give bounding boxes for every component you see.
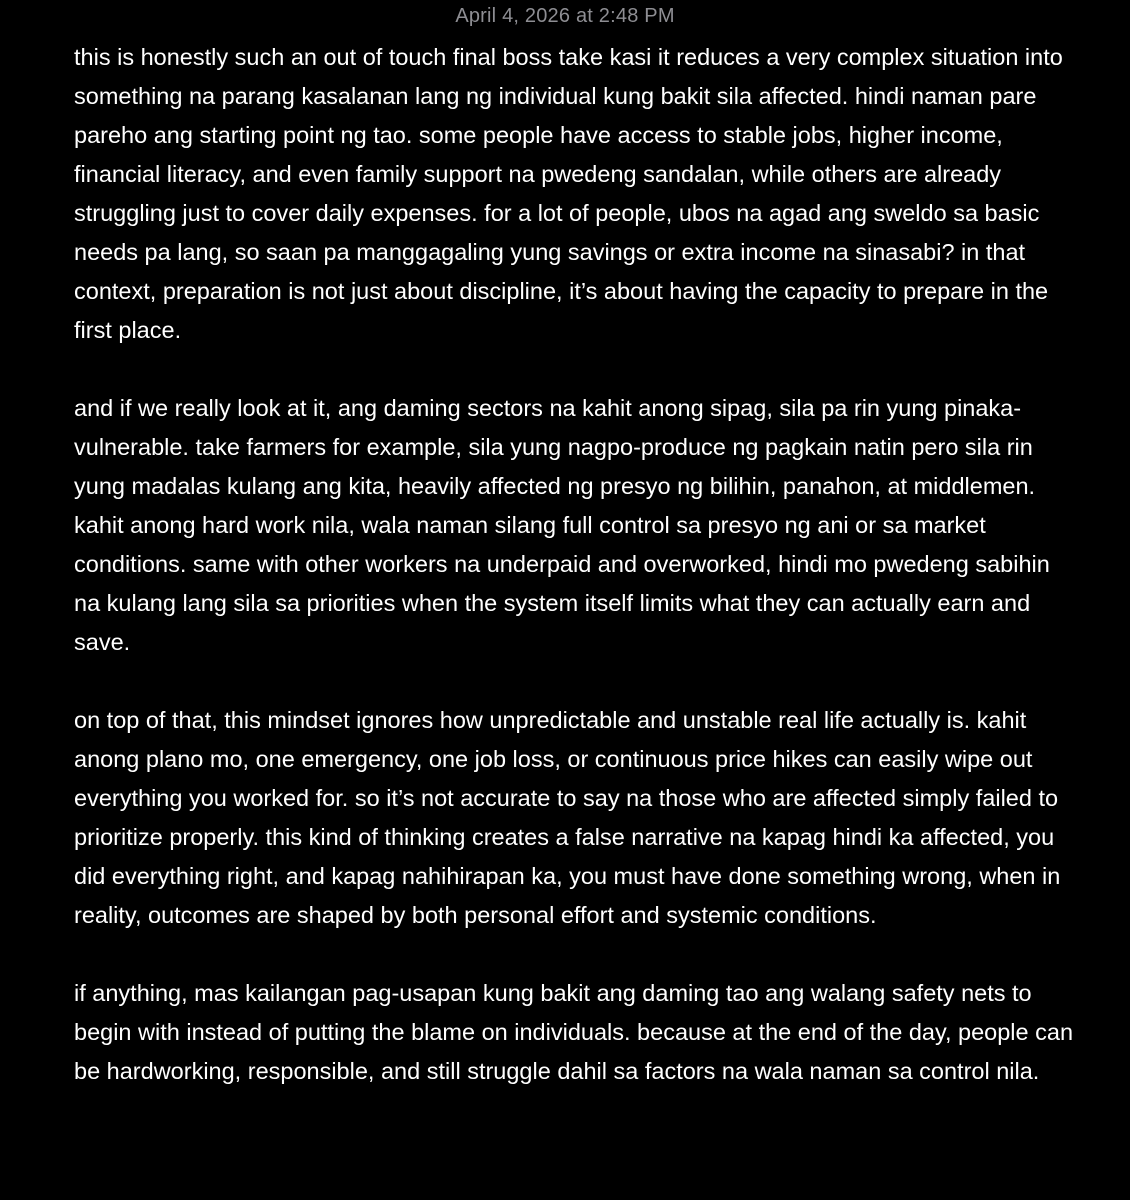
note-paragraph-2[interactable]: and if we really look at it, ang daming sectors na kahit anong sipag, sila pa rin yung pinaka-vulnerable. take farmers for example, sila yung nagpo-produce ng pagkain natin pero sila rin yung madalas kulang ang kita, heavily affected ng presyo ng bilihin, panahon, at middlemen. kahit anong hard work nila, wala naman silang full control sa presyo ng ani or sa market conditions. same with other workers na underpaid and overworked, hindi mo pwedeng sabihin na kulang lang sila sa priorities when the system itself limits what they can actually earn and save. — [74, 395, 1050, 655]
note-timestamp: April 4, 2026 at 2:48 PM — [455, 5, 675, 27]
note-body[interactable] — [74, 38, 1074, 1091]
note-paragraph-1[interactable]: this is honestly such an out of touch final boss take kasi it reduces a very complex situation into something na parang kasalanan lang ng individual kung bakit sila affected. hindi naman pare pareho ang starting point ng tao. some people have access to stable jobs, higher income, financial literacy, and even family support na pwedeng sandalan, while others are already struggling just to cover daily expenses. for a lot of people, ubos na agad ang sweldo sa basic needs pa lang, so saan pa manggagaling yung savings or extra income na sinasabi? in that context, preparation is not just about discipline, it’s about having the capacity to prepare in the first place. — [74, 44, 1063, 343]
note-paragraph-4[interactable]: if anything, mas kailangan pag-usapan kung bakit ang daming tao ang walang safety nets to begin with instead of putting the blame on individuals. because at the end of the day, people can be hardworking, responsible, and still struggle dahil sa factors na wala naman sa control nila. — [74, 980, 1074, 1084]
note-paragraph-3[interactable]: on top of that, this mindset ignores how unpredictable and unstable real life actually is. kahit anong plano mo, one emergency, one job loss, or continuous price hikes can easily wipe out everything you worked for. so it’s not accurate to say na those who are affected simply failed to prioritize properly. this kind of thinking creates a false narrative na kapag hindi ka affected, you did everything right, and kapag nahihirapan ka, you must have done something wrong, when in reality, outcomes are shaped by both personal effort and systemic conditions. — [74, 707, 1061, 928]
